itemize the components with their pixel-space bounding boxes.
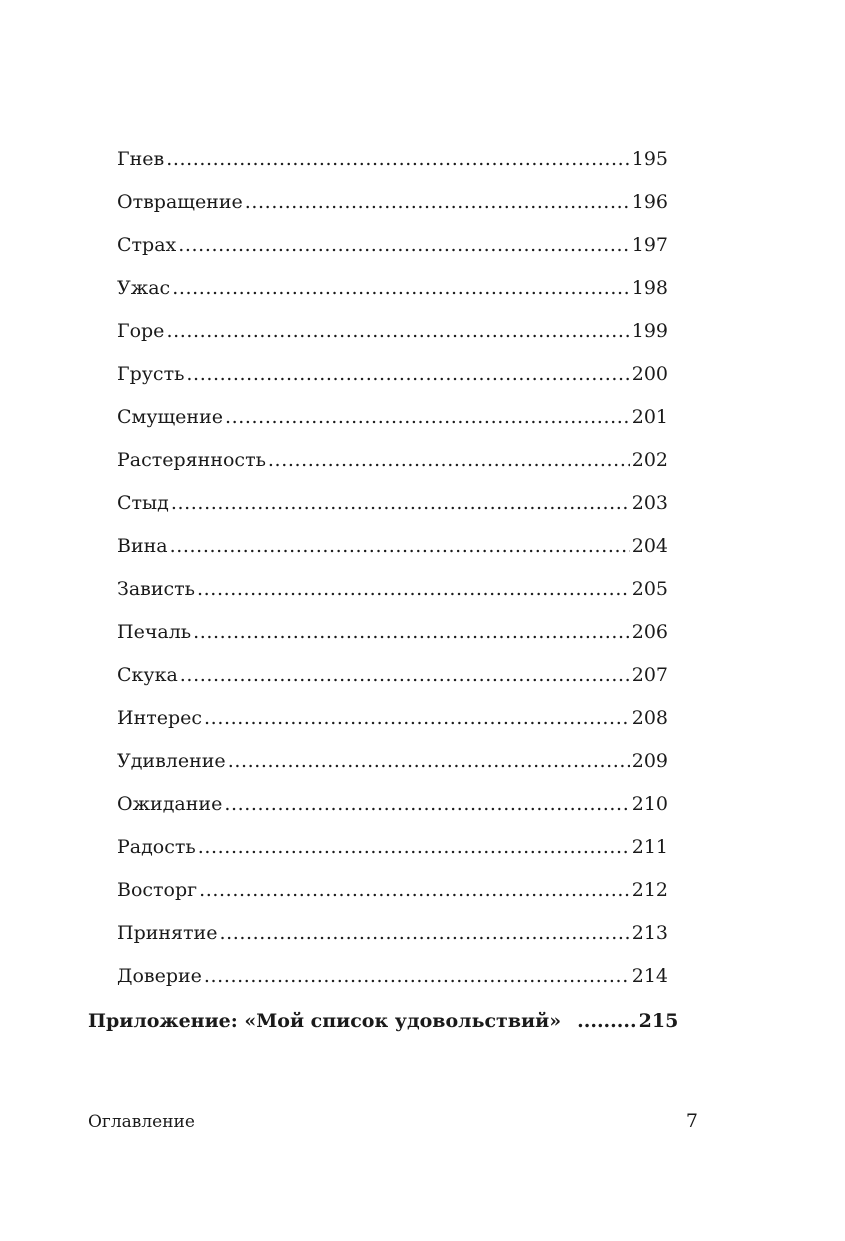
toc-dot-leader: [193, 623, 630, 642]
toc-entry[interactable]: [0, 353, 668, 396]
toc-entry-page: 214: [631, 965, 668, 987]
toc-entry-label: Стыд: [117, 492, 169, 514]
toc-dot-leader: [224, 795, 629, 814]
toc-entry[interactable]: [0, 525, 668, 568]
toc-entry[interactable]: [0, 912, 668, 955]
toc-entry-page: 195: [631, 148, 668, 170]
toc-dot-leader: [171, 494, 630, 513]
toc-dot-leader: [268, 451, 630, 470]
toc-entry-page: 209: [631, 750, 668, 772]
toc-dot-leader: [186, 365, 629, 384]
toc-entry-page: 197: [631, 234, 668, 256]
toc-entry-label: Удивление: [117, 750, 226, 772]
toc-entry-page: 206: [631, 621, 668, 643]
toc-dot-leader: [199, 881, 630, 900]
toc-entry-label: Страх: [117, 234, 177, 256]
toc-entry[interactable]: [0, 697, 668, 740]
toc-entry-label: Вина: [117, 535, 168, 557]
toc-entry-page: 210: [631, 793, 668, 815]
toc-entry-label: Растерянность: [117, 449, 266, 471]
toc-appendix-dots: .........: [577, 1010, 637, 1032]
toc-entry[interactable]: [0, 568, 668, 611]
toc-entry[interactable]: [0, 138, 668, 181]
toc-entry-page: 212: [631, 879, 668, 901]
toc-dot-leader: [197, 580, 630, 599]
page-number: 7: [685, 1110, 698, 1132]
toc-entry-page: 196: [631, 191, 668, 213]
toc-appendix-label: Приложение: «Мой список удовольствий»: [88, 1010, 562, 1032]
toc-entry-page: 202: [631, 449, 668, 471]
toc-entry-label: Грусть: [117, 363, 185, 385]
toc-entry-page: 198: [631, 277, 668, 299]
toc-dot-leader: [172, 279, 630, 298]
toc-dot-leader: [228, 752, 630, 771]
toc-entry-label: Доверие: [117, 965, 202, 987]
toc-entry[interactable]: [0, 482, 668, 525]
toc-entry-label: Принятие: [117, 922, 218, 944]
toc-entry-page: 207: [631, 664, 668, 686]
toc-dot-leader: [170, 537, 630, 556]
toc-entry-label: Гнев: [117, 148, 165, 170]
toc-dot-leader: [180, 666, 630, 685]
toc-dot-leader: [198, 838, 630, 857]
toc-entry[interactable]: [0, 654, 668, 697]
toc-entry-label: Отвращение: [117, 191, 243, 213]
toc-entry[interactable]: [0, 181, 668, 224]
toc-entries: [0, 138, 845, 998]
toc-entry-label: Зависть: [117, 578, 196, 600]
toc-dot-leader: [204, 709, 630, 728]
toc-entry-label: Ужас: [117, 277, 171, 299]
toc-dot-leader: [178, 236, 629, 255]
toc-entry-page: 199: [631, 320, 668, 342]
toc-entry-label: Интерес: [117, 707, 203, 729]
toc-entry[interactable]: [0, 310, 668, 353]
toc-dot-leader: [204, 967, 630, 986]
toc-entry-page: 211: [631, 836, 668, 858]
toc-entry-page: 203: [631, 492, 668, 514]
toc-entry[interactable]: [0, 869, 668, 912]
table-of-contents: [0, 138, 845, 1043]
toc-entry-page: 208: [631, 707, 668, 729]
toc-entry-page: 200: [631, 363, 668, 385]
toc-entry-page: 201: [631, 406, 668, 428]
toc-entry[interactable]: [0, 396, 668, 439]
toc-entry[interactable]: [0, 826, 668, 869]
toc-entry[interactable]: [0, 740, 668, 783]
toc-entry-page: 205: [631, 578, 668, 600]
toc-entry[interactable]: [0, 955, 668, 998]
toc-entry[interactable]: [0, 611, 668, 654]
toc-dot-leader: [245, 193, 630, 212]
toc-entry[interactable]: [0, 224, 668, 267]
toc-entry-label: Восторг: [117, 879, 198, 901]
toc-entry[interactable]: [0, 267, 668, 310]
toc-entry-page: 204: [631, 535, 668, 557]
toc-entry-page: 213: [631, 922, 668, 944]
toc-dot-leader: [166, 150, 630, 169]
toc-entry-label: Смущение: [117, 406, 223, 428]
running-footer-title: Оглавление: [88, 1112, 195, 1132]
toc-entry-label: Печаль: [117, 621, 192, 643]
page-footer: [88, 1110, 698, 1132]
toc-dot-leader: [166, 322, 629, 341]
toc-entry-label: Горе: [117, 320, 165, 342]
toc-dot-leader: [219, 924, 629, 943]
toc-entry[interactable]: [0, 783, 668, 826]
toc-entry-label: Скука: [117, 664, 178, 686]
toc-entry-label: Радость: [117, 836, 196, 858]
toc-appendix-page: 215: [638, 1010, 679, 1032]
toc-dot-leader: [225, 408, 630, 427]
toc-entry-label: Ожидание: [117, 793, 223, 815]
toc-appendix-entry[interactable]: [0, 1000, 679, 1043]
toc-entry[interactable]: [0, 439, 668, 482]
